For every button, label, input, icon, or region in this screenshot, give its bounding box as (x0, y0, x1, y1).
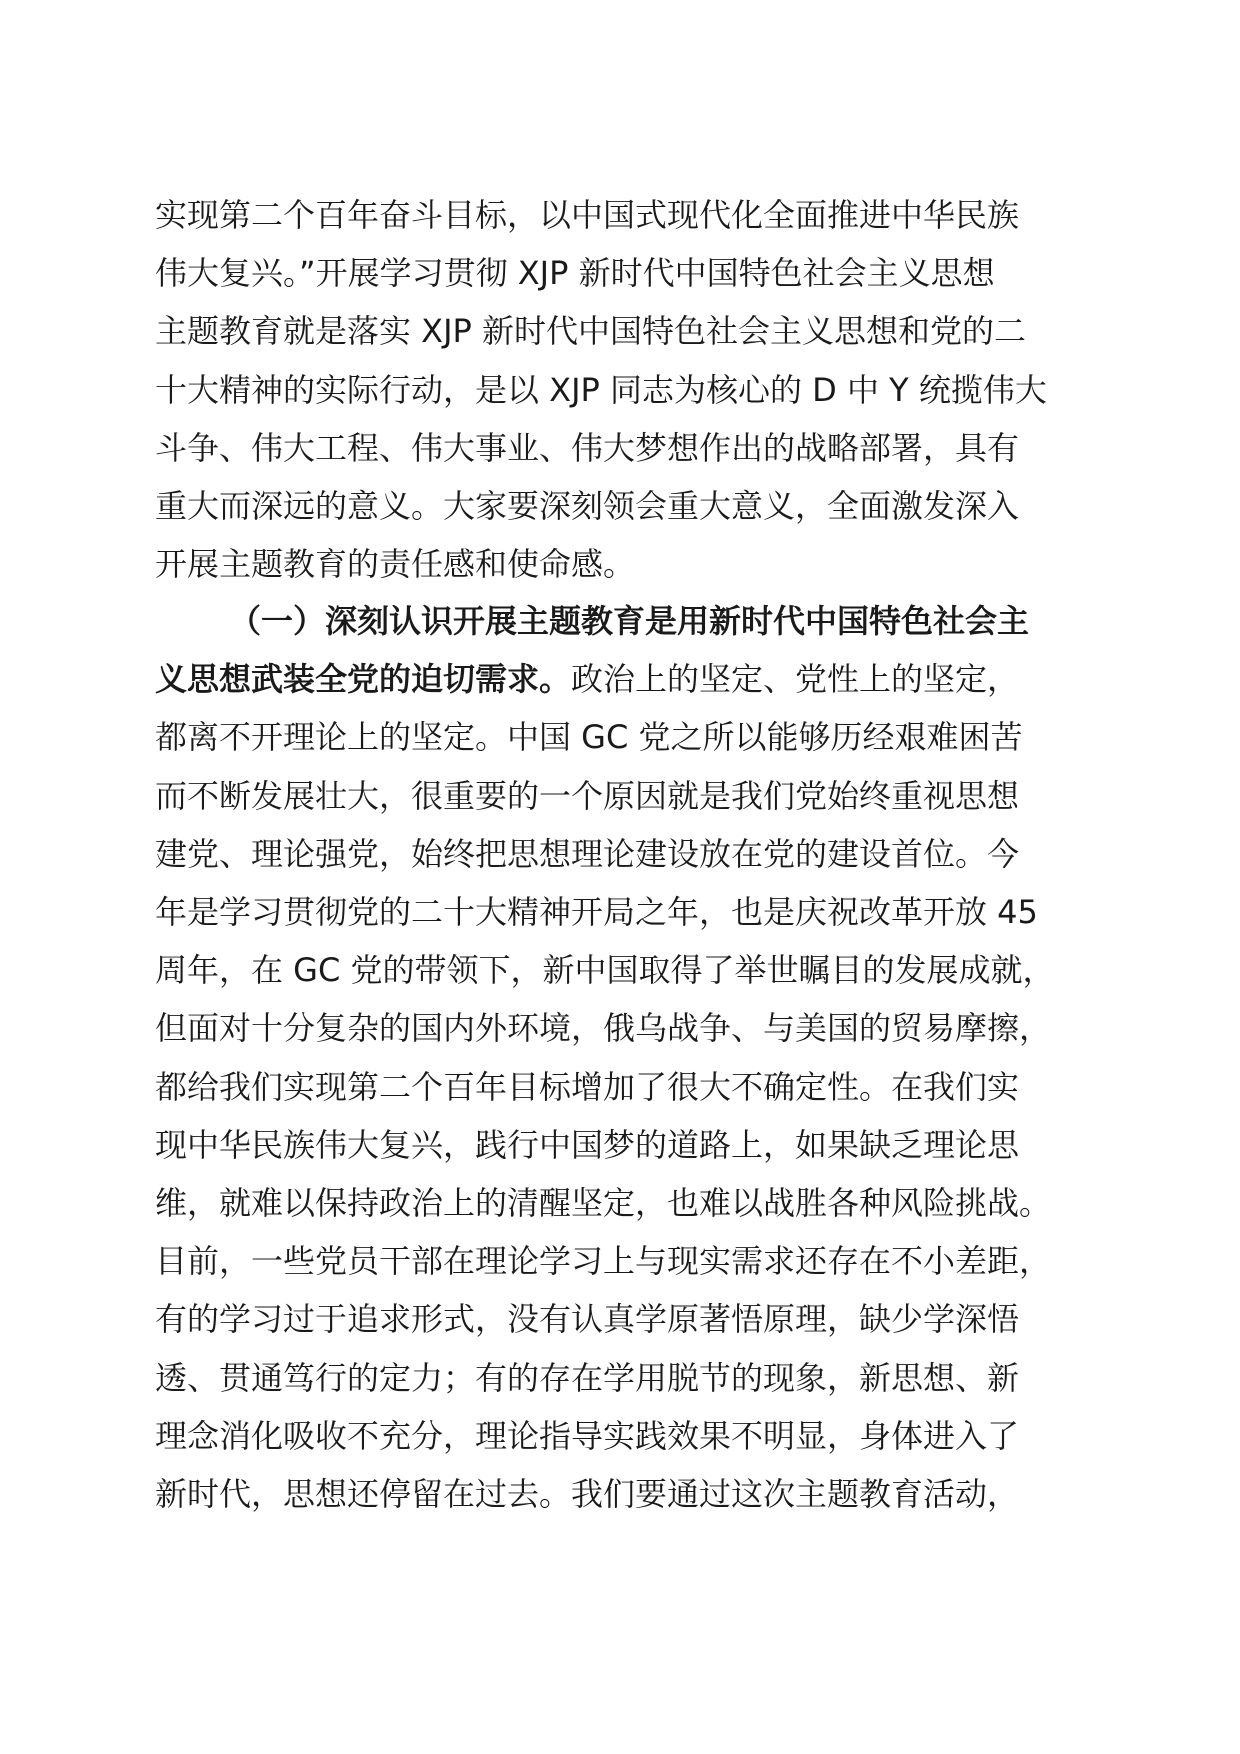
text-line: 主题教育就是落实 XJP 新时代中国特色社会主义思想和党的二 (155, 312, 1027, 351)
section-heading-line (155, 592, 1095, 650)
section-heading-part-1: （一）深刻认识开展主题教育是用新时代中国特色社会主 (229, 602, 1030, 640)
text-line (155, 650, 1095, 708)
paragraph-1 (155, 186, 1095, 593)
text-line: 新时代，思想还停留在过去。我们要通过这次主题教育活动， (155, 1475, 1020, 1514)
text-line: 十大精神的实际行动，是以 XJP 同志为核心的 D 中 Y 统揽伟大 (155, 370, 1047, 409)
paragraph-2 (155, 592, 1095, 1523)
text-line: 现中华民族伟大复兴，践行中国梦的道路上，如果缺乏理论思 (155, 1125, 1020, 1164)
text-line: 理念消化吸收不充分，理论指导实践效果不明显，身体进入了 (155, 1416, 1020, 1455)
text-line: 透、贯通笃行的定力；有的存在学用脱节的现象，新思想、新 (155, 1358, 1020, 1397)
text-line: 建党、理论强党，始终把思想理论建设放在党的建设首位。今 (155, 834, 1020, 873)
text-line: 但面对十分复杂的国内外环境，俄乌战争、与美国的贸易摩擦， (155, 1009, 1052, 1048)
text-line: 维，就难以保持政治上的清醒坚定，也难以战胜各种风险挑战。 (155, 1184, 1052, 1223)
text-line: 都给我们实现第二个百年目标增加了很大不确定性。在我们实 (155, 1067, 1020, 1106)
text-line: 有的学习过于追求形式，没有认真学原著悟原理，缺少学深悟 (155, 1300, 1020, 1339)
text-line: 而不断发展壮大，很重要的一个原因就是我们党始终重视思想 (155, 776, 1020, 815)
text-line: 实现第二个百年奋斗目标，以中国式现代化全面推进中华民族 (155, 196, 1020, 234)
text-line: 都离不开理论上的坚定。中国 GC 党之所以能够历经艰难困苦 (155, 718, 1023, 757)
text-line: 开展主题教育的责任感和使命感。 (155, 545, 636, 584)
text-line: 重大而深远的意义。大家要深刻领会重大意义，全面激发深入 (155, 487, 1020, 526)
section-heading-part-2: 义思想武装全党的迫切需求。 (155, 660, 572, 699)
text-run: 政治上的坚定、党性上的坚定， (571, 660, 1020, 699)
text-line: 伟大复兴。”开展学习贯彻 XJP 新时代中国特色社会主义思想 (155, 254, 995, 293)
text-line: 周年，在 GC 党的带领下，新中国取得了举世瞩目的发展成就， (155, 951, 1055, 990)
text-line: 斗争、伟大工程、伟大事业、伟大梦想作出的战略部署，具有 (155, 428, 1020, 467)
text-line: 年是学习贯彻党的二十大精神开局之年，也是庆祝改革开放 45 (155, 893, 1038, 932)
text-line: 目前，一些党员干部在理论学习上与现实需求还存在不小差距， (155, 1242, 1052, 1281)
